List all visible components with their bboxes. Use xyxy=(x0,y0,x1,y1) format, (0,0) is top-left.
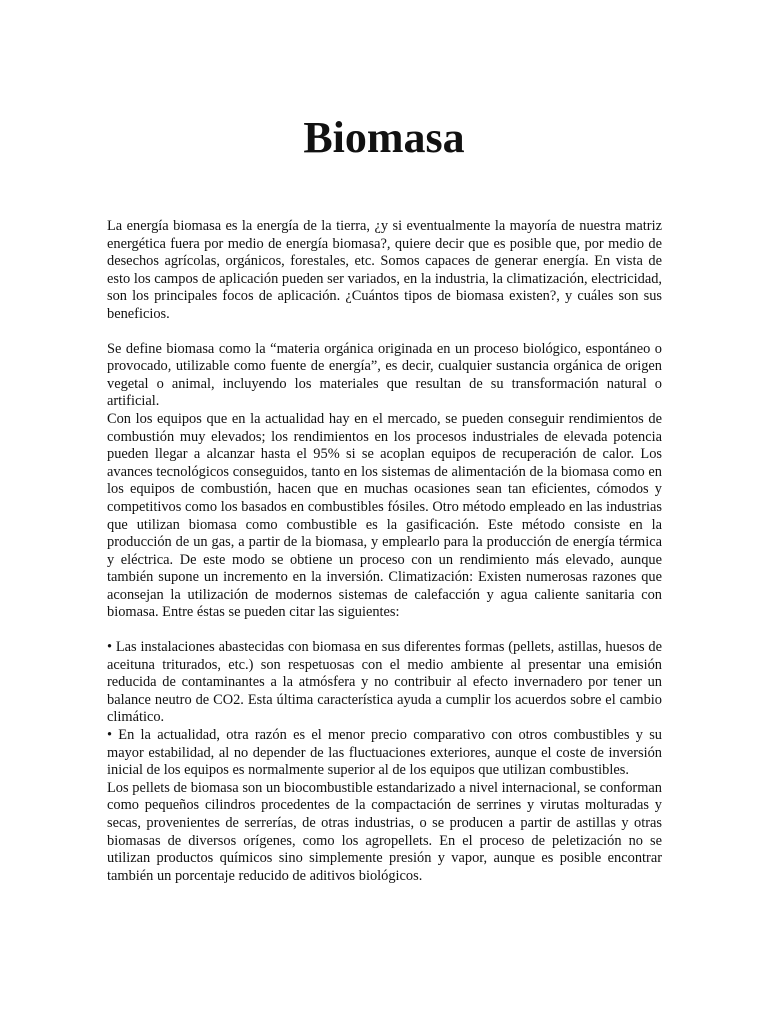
page-title: Biomasa xyxy=(303,113,465,162)
paragraph-intro: La energía biomasa es la energía de la tierra, ¿y si eventualmente la mayoría de nuestra matriz energética fuera por medio de energía biomasa?, quiere decir que es posible que, por medio de desechos agrícolas, orgánicos, forestales, etc. Somos capaces de generar energía. En vista de esto los campos de aplicación pueden ser variados, en la industria, la climatización, electricidad, son los principales focos de aplicación. ¿Cuántos tipos de biomasa existen?, y cuáles son sus beneficios. xyxy=(107,218,662,322)
paragraph-gap xyxy=(107,324,662,341)
document-body xyxy=(107,218,662,885)
bullet-item-environment: • Las instalaciones abastecidas con biomasa en sus diferentes formas (pellets, astillas, huesos de aceituna triturados, etc.) son respetuosas con el medio ambiente al presentar una emisión reducida de contaminantes a la atmósfera y no contribuir al efecto invernadero por tener un balance neutro de CO2. Esta última característica ayuda a cumplir los acuerdos sobre el cambio climático. xyxy=(107,639,662,726)
paragraph-definition: Se define biomasa como la “materia orgánica originada en un proceso biológico, espontáneo o provocado, utilizable como fuente de energía”, es decir, cualquier sustancia orgánica de origen vegetal o animal, incluyendo los materiales que resultan de su transformación natural o artificial. xyxy=(107,340,662,410)
paragraph-equipment: Con los equipos que en la actualidad hay en el mercado, se pueden conseguir rendimientos de combustión muy elevados; los rendimientos en los procesos industriales de elevada potencia pueden llegar a alcanzar hasta el 95% si se acoplan equipos de recuperación de calor. Los avances tecnológicos conseguidos, tanto en los sistemas de alimentación de la biomasa como en los equipos de combustión, hacen que en muchas ocasiones sean tan eficientes, cómodos y competitivos como los basados en combustibles fósiles. Otro método empleado en las industrias que utilizan biomasa como combustible es la gasificación. Este método consiste en la producción de un gas, a partir de la biomasa, y emplearlo para la producción de energía térmica y eléctrica. De este modo se obtiene un proceso con un rendimiento más elevado, aunque también supone un incremento en la inversión. Climatización: Existen numerosas razones que aconsejan la utilización de modernos sistemas de calefacción y agua caliente sanitaria con biomasa. Entre éstas se pueden citar las siguientes: xyxy=(107,410,662,621)
bullet-item-price: • En la actualidad, otra razón es el menor precio comparativo con otros combustibles y su mayor estabilidad, al no depender de las fluctuaciones exteriores, aunque el coste de inversión inicial de los equipos es normalmente superior al de los equipos que utilizan combustibles. xyxy=(107,727,662,779)
paragraph-gap xyxy=(107,622,662,639)
paragraph-pellets: Los pellets de biomasa son un biocombustible estandarizado a nivel internacional, se conforman como pequeños cilindros procedentes de la compactación de serrines y virutas molturadas y secas, provenientes de serrerías, de otras industrias, o se producen a partir de astillas y otras biomasas de diversos orígenes, como los agropellets. En el proceso de peletización no se utilizan productos químicos sino simplemente presión y vapor, aunque es posible encontrar también un porcentaje reducido de aditivos biológicos. xyxy=(107,779,662,884)
